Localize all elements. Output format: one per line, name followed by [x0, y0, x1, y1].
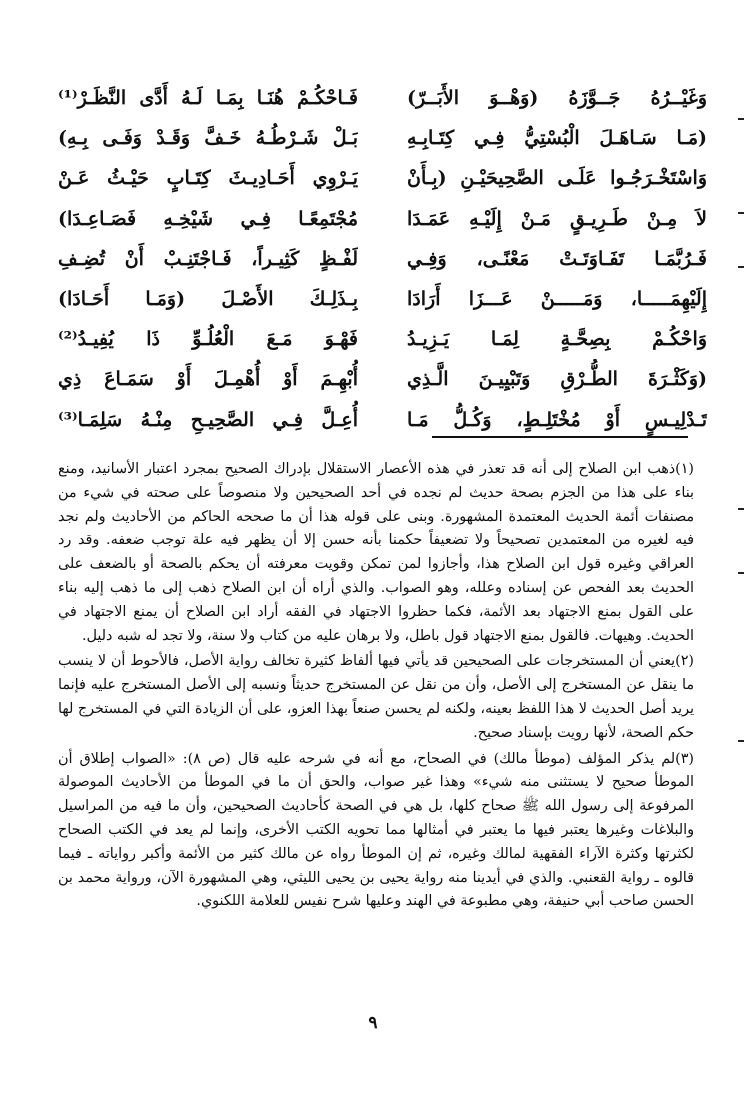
poem-line: يَـرْوِي أَحَـادِيـثَ كِتَـابٍ حَيْـثُ عَـنْ — [58, 167, 358, 190]
poem-line: وَغَيْــرُهُ جَــوَّزَهُ (وَهْــوَ الأَبَــرّ) — [407, 87, 707, 109]
poem-line: (وَكَثْـرَةَ الطُّـرْقِ وَتَبْيِيـنَ الَّـذِي — [407, 368, 707, 391]
poem-line: لَفْـظٍ كَثِيـراً، فَـاجْتَنِـبْ أَنْ تُضِـفِ — [58, 247, 358, 270]
scan-edge-mark — [738, 212, 744, 214]
footnotes — [58, 458, 694, 916]
poem-line: بِـذَلِـكَ الأَصْـلَ (وَمَـا أَحَـادَا) — [58, 287, 358, 310]
poem-line: أُبْهِـمَ أَوْ أُهْمِـلَ أَوْ سَمَـاعَ ذِي — [58, 368, 358, 391]
poem-line: أُعِـلَّ فِـي الصَّحِيـحِ مِنْـهُ سَلِمَـا⁽³⁾ — [58, 408, 358, 431]
scan-edge-mark — [738, 118, 744, 120]
poem-line: لاَ مِـنْ طَـرِيـقٍ مَـنْ إِلَيْـهِ عَمَـدَا — [407, 207, 707, 230]
scan-edge-mark — [738, 572, 744, 574]
footnote-2: (٢)يعني أن المستخرجات على الصحيحين قد يأتي فيها ألفاظ كثيرة تخالف رواية الأصل، فالأحوط أن لا ينسب ما ينقل عن المستخرج إلى الأصل، وأن من نقل عن المستخرج حديثاً ونسبه إلى الأصل المستخرج عليه فإنما يريد أصل الحديث لا هذا اللفظ بعينه، ولكنه لم يحسن صنعاً بهذا العزو، على أن الزيادة التي في المستخرج لها حكم الصحة، لأنها رويت بإسناد صحيح. — [58, 653, 694, 741]
poem-line: فَـاحْكُـمْ هُنَـا بِمَـا لَـهُ أَدَّى النَّظَـرْ⁽¹⁾ — [58, 87, 358, 109]
poem-line: وَاسْتَخْـرَجُـوا عَلَـى الصَّحِيحَيْـنِ (بِـأَنْ — [407, 167, 707, 190]
poem-left-column — [58, 78, 358, 440]
poem-line: (مَـا سَـاهَـلَ الْبُسْتِيُّ فِـي كِتَـابِـهِ — [407, 127, 707, 150]
poem-line: فَهْـوَ مَـعَ الْعُلُـوِّ ذَا يُفِيـدُ⁽²⁾ — [58, 328, 358, 351]
scan-edge-mark — [738, 508, 744, 510]
page-number: ٩ — [368, 1013, 378, 1033]
footnote-1: (١)ذهب ابن الصلاح إلى أنه قد تعذر في هذه الأعصار الاستقلال بإدراك الصحيح بمجرد اعتبار الأسانيد، ومنع بناء على هذا من الجزم بصحة حديث لم نجده في أحد الصحيحين ولا منصوصاً على صحته في شيء من مصنفات أئمة الحديث المعتمدة المشهورة. وبنى على قوله هذا أن ما صححه الحاكم من الأحاديث ولم نجد فيه لغيره من المعتمدين تصحيحاً ولا تضعيفاً حكمنا بأنه حسن إلا أن يظهر فيه علة توجب ضعفه. وقد رد العراقي وغيره قول ابن الصلاح هذا، وأجازوا لمن تمكن وقويت معرفته أن يحكم بالصحة أو بالضعف على الحديث بعد الفحص عن إسناده وعلله، وهو الصواب. والذي أراه أن ابن الصلاح ذهب إلى ما ذهب إليه بناء على القول بمنع الاجتهاد بعد الأئمة، فكما حظروا الاجتهاد في الفقه أراد ابن الصلاح أن يمنع الاجتهاد في الحديث. وهيهات. فالقول بمنع الاجتهاد قول باطل، ولا برهان عليه من كتاب ولا سنة، ولا تجد له شبه دليل. — [58, 461, 694, 644]
footnote-separator — [432, 436, 688, 438]
poem-line: بَـلْ شَـرْطُـهُ خَـفَّ وَقَـدْ وَفَـى بِـهِ) — [58, 127, 358, 150]
scan-edge-mark — [738, 266, 744, 268]
poem-right-column — [407, 78, 707, 440]
poem-line: تَـدْلِيـسٍ أَوْ مُخْتَلِـطٍ، وَكُـلُّ مَـا — [407, 408, 707, 431]
poem-line: مُجْتَمِعًـا فِـي شَيْخِـهِ فَصَـاعِـدَا) — [58, 207, 358, 230]
footnote-3: (٣)لم يذكر المؤلف (موطأ مالك) في الصحاح، مع أنه في شرحه عليه قال (ص ٨): «الصواب إطلاق أن الموطأ صحيح لا يستثنى منه شيء» وهذا غير صواب، والحق أن ما في الموطأ من الأحاديث الموصولة المرفوعة إلى رسول الله ﷺ صحاح كلها، بل هي في الصحة كأحاديث الصحيحين، وأن ما فيه من المراسيل والبلاغات وغيرها يعتبر فيها ما يعتبر في أمثالها مما تحويه الكتب الأخرى، وإنما لم يعد في الكتب الصحاح لكثرتها وكثرة الآراء الفقهية لمالك وغيره، ثم إن الموطأ رواه عن مالك كثير من الأئمة وأكبر رواياته ـ فيما قالوه ـ رواية القعنبي. والذي في أيدينا منه رواية يحيى بن يحيى الليثي، وهي المشهورة الآن، ورواية محمد بن الحسن صاحب أبي حنيفة، وهي مطبوعة في الهند وعليها شرح نفيس للعلامة اللكنوي. — [58, 750, 694, 910]
poem-line: إِلَيْهِمَـــــا، وَمَـــــنْ عَـــزَا أَرَادَا — [407, 287, 707, 310]
poem-line: وَاحْكُـمْ بِصِحَّـةٍ لِمَـا يَـزِيـدُ — [407, 328, 707, 351]
scan-edge-mark — [738, 740, 744, 742]
poem-line: فَـرُبَّمَـا تَفَـاوَتَـتْ مَعْنًـى، وَفِـي — [407, 247, 707, 270]
